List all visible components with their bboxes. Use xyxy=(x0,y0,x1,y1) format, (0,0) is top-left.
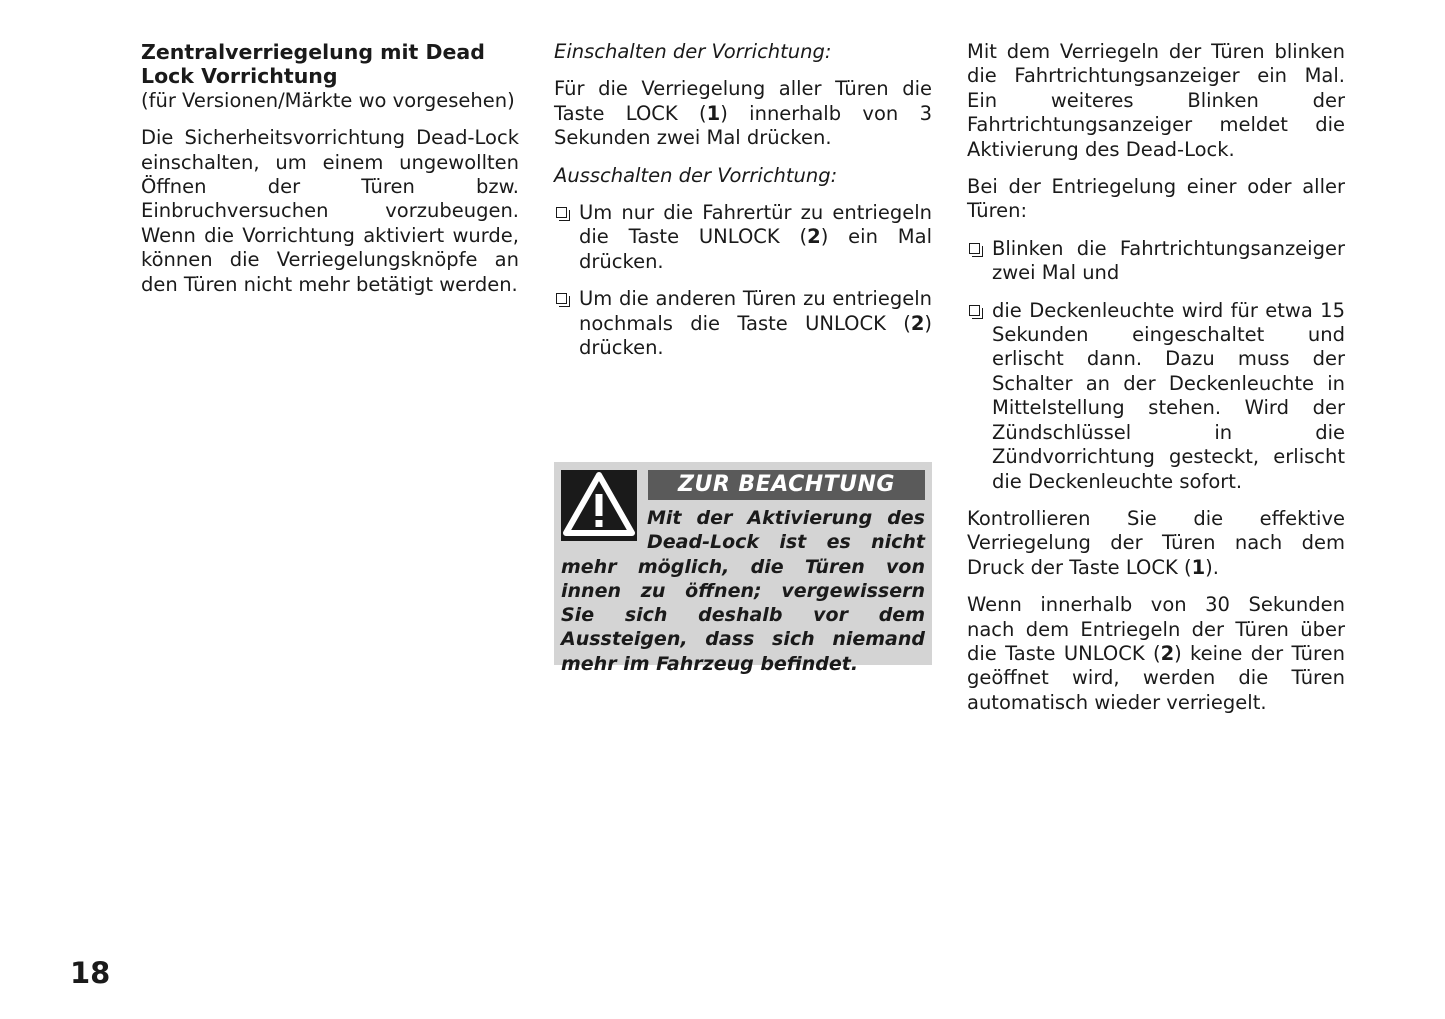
checkbox-bullet-icon xyxy=(556,207,567,218)
paragraph-auto-relock xyxy=(967,593,1345,715)
paragraph-lock-signal: Mit dem Verriegeln der Türen blinken die Fahrtrichtungsanzeiger ein Mal. Ein weiteres Blinken der Fahrtrichtungsanzeiger meldet die Aktivierung des Dead-Lock. xyxy=(967,40,1345,161)
list-item xyxy=(554,201,932,274)
button-ref: 2 xyxy=(1160,641,1175,665)
checkbox-bullet-icon xyxy=(556,293,567,304)
checkbox-bullet-icon xyxy=(969,305,980,316)
bullet-text-post: ) drücken. xyxy=(579,311,932,360)
warning-title: ZUR BEACHTUNG xyxy=(648,470,925,500)
column-left xyxy=(141,40,519,310)
list-item xyxy=(967,237,1345,286)
list-item xyxy=(554,287,932,360)
text-post: ). xyxy=(1205,555,1219,579)
text-pre: Wenn innerhalb von 30 Sekunden nach dem Entriegeln der Türen über die Taste UNLOCK ( xyxy=(967,593,1345,665)
checkbox-bullet-icon xyxy=(969,243,980,254)
activate-paragraph xyxy=(554,77,932,150)
bullet-text-pre: Um die anderen Türen zu entriegeln nochmals die Taste UNLOCK ( xyxy=(579,287,932,335)
activate-text-post: ) innerhalb von 3 Sekunden zwei Mal drücken. xyxy=(554,101,932,150)
column-middle xyxy=(554,40,932,373)
bullet-text: Blinken die Fahrtrichtungsanzeiger zwei Mal und xyxy=(992,236,1345,285)
warning-text: Mit der Aktivierung des Dead-Lock ist es nicht mehr möglich, die Türen von innen zu öffnen; vergewissern Sie sich deshalb vor dem Aussteigen, dass sich niemand mehr im Fahrzeug befindet. xyxy=(561,507,925,675)
bullet-text-pre: Um nur die Fahrertür zu entriegeln die Taste UNLOCK ( xyxy=(579,201,932,249)
text-post: ) keine der Türen geöffnet wird, werden die Türen automatisch wieder verriegelt. xyxy=(967,641,1345,714)
button-ref: 1 xyxy=(1191,555,1206,579)
text-pre: Kontrollieren Sie die effektive Verriegelung der Türen nach dem Druck der Taste LOCK ( xyxy=(967,506,1345,579)
paragraph-check-lock xyxy=(967,507,1345,580)
list-item xyxy=(967,299,1345,494)
button-ref: 2 xyxy=(807,225,821,249)
section-heading xyxy=(141,40,519,89)
bullet-text-post: ) ein Mal drücken. xyxy=(579,225,932,273)
warning-box xyxy=(554,462,932,675)
intro-paragraph: Die Sicherheitsvorrichtung Dead-Lock einschalten, um einem ungewollten Öffnen der Türen bzw. Einbruchversuchen vorzubeugen. Wenn die Vorrichtung aktiviert wurde, können die Verriegelungsknöpfe an den Türen nicht mehr betätigt werden. xyxy=(141,126,519,296)
button-ref: 1 xyxy=(706,101,721,125)
paragraph-unlock-intro: Bei der Entriegelung einer oder aller Türen: xyxy=(967,175,1345,223)
button-ref: 2 xyxy=(910,311,925,335)
deactivate-label: Ausschalten der Vorrichtung: xyxy=(554,163,838,187)
page-number: 18 xyxy=(70,956,111,990)
column-right xyxy=(967,40,1345,728)
heading-line-1: Zentralverriegelung mit Dead xyxy=(141,40,485,64)
heading-line-2: Lock Vorrichtung xyxy=(141,64,338,89)
activate-label: Einschalten der Vorrichtung: xyxy=(554,40,832,63)
warning-text-block xyxy=(561,506,925,676)
bullet-text: die Deckenleuchte wird für etwa 15 Sekunden eingeschaltet und erlischt dann. Dazu muss der Schalter an der Deckenleuchte in Mittelstellung stehen. Wird der Zündschlüssel in die Zündvorrichtung gesteckt, erlischt die Deckenleuchte sofort. xyxy=(992,298,1345,493)
section-subheading: (für Versionen/Märkte wo vorgesehen) xyxy=(141,88,515,112)
activate-text-pre: Für die Verriegelung aller Türen die Taste LOCK ( xyxy=(554,77,932,125)
